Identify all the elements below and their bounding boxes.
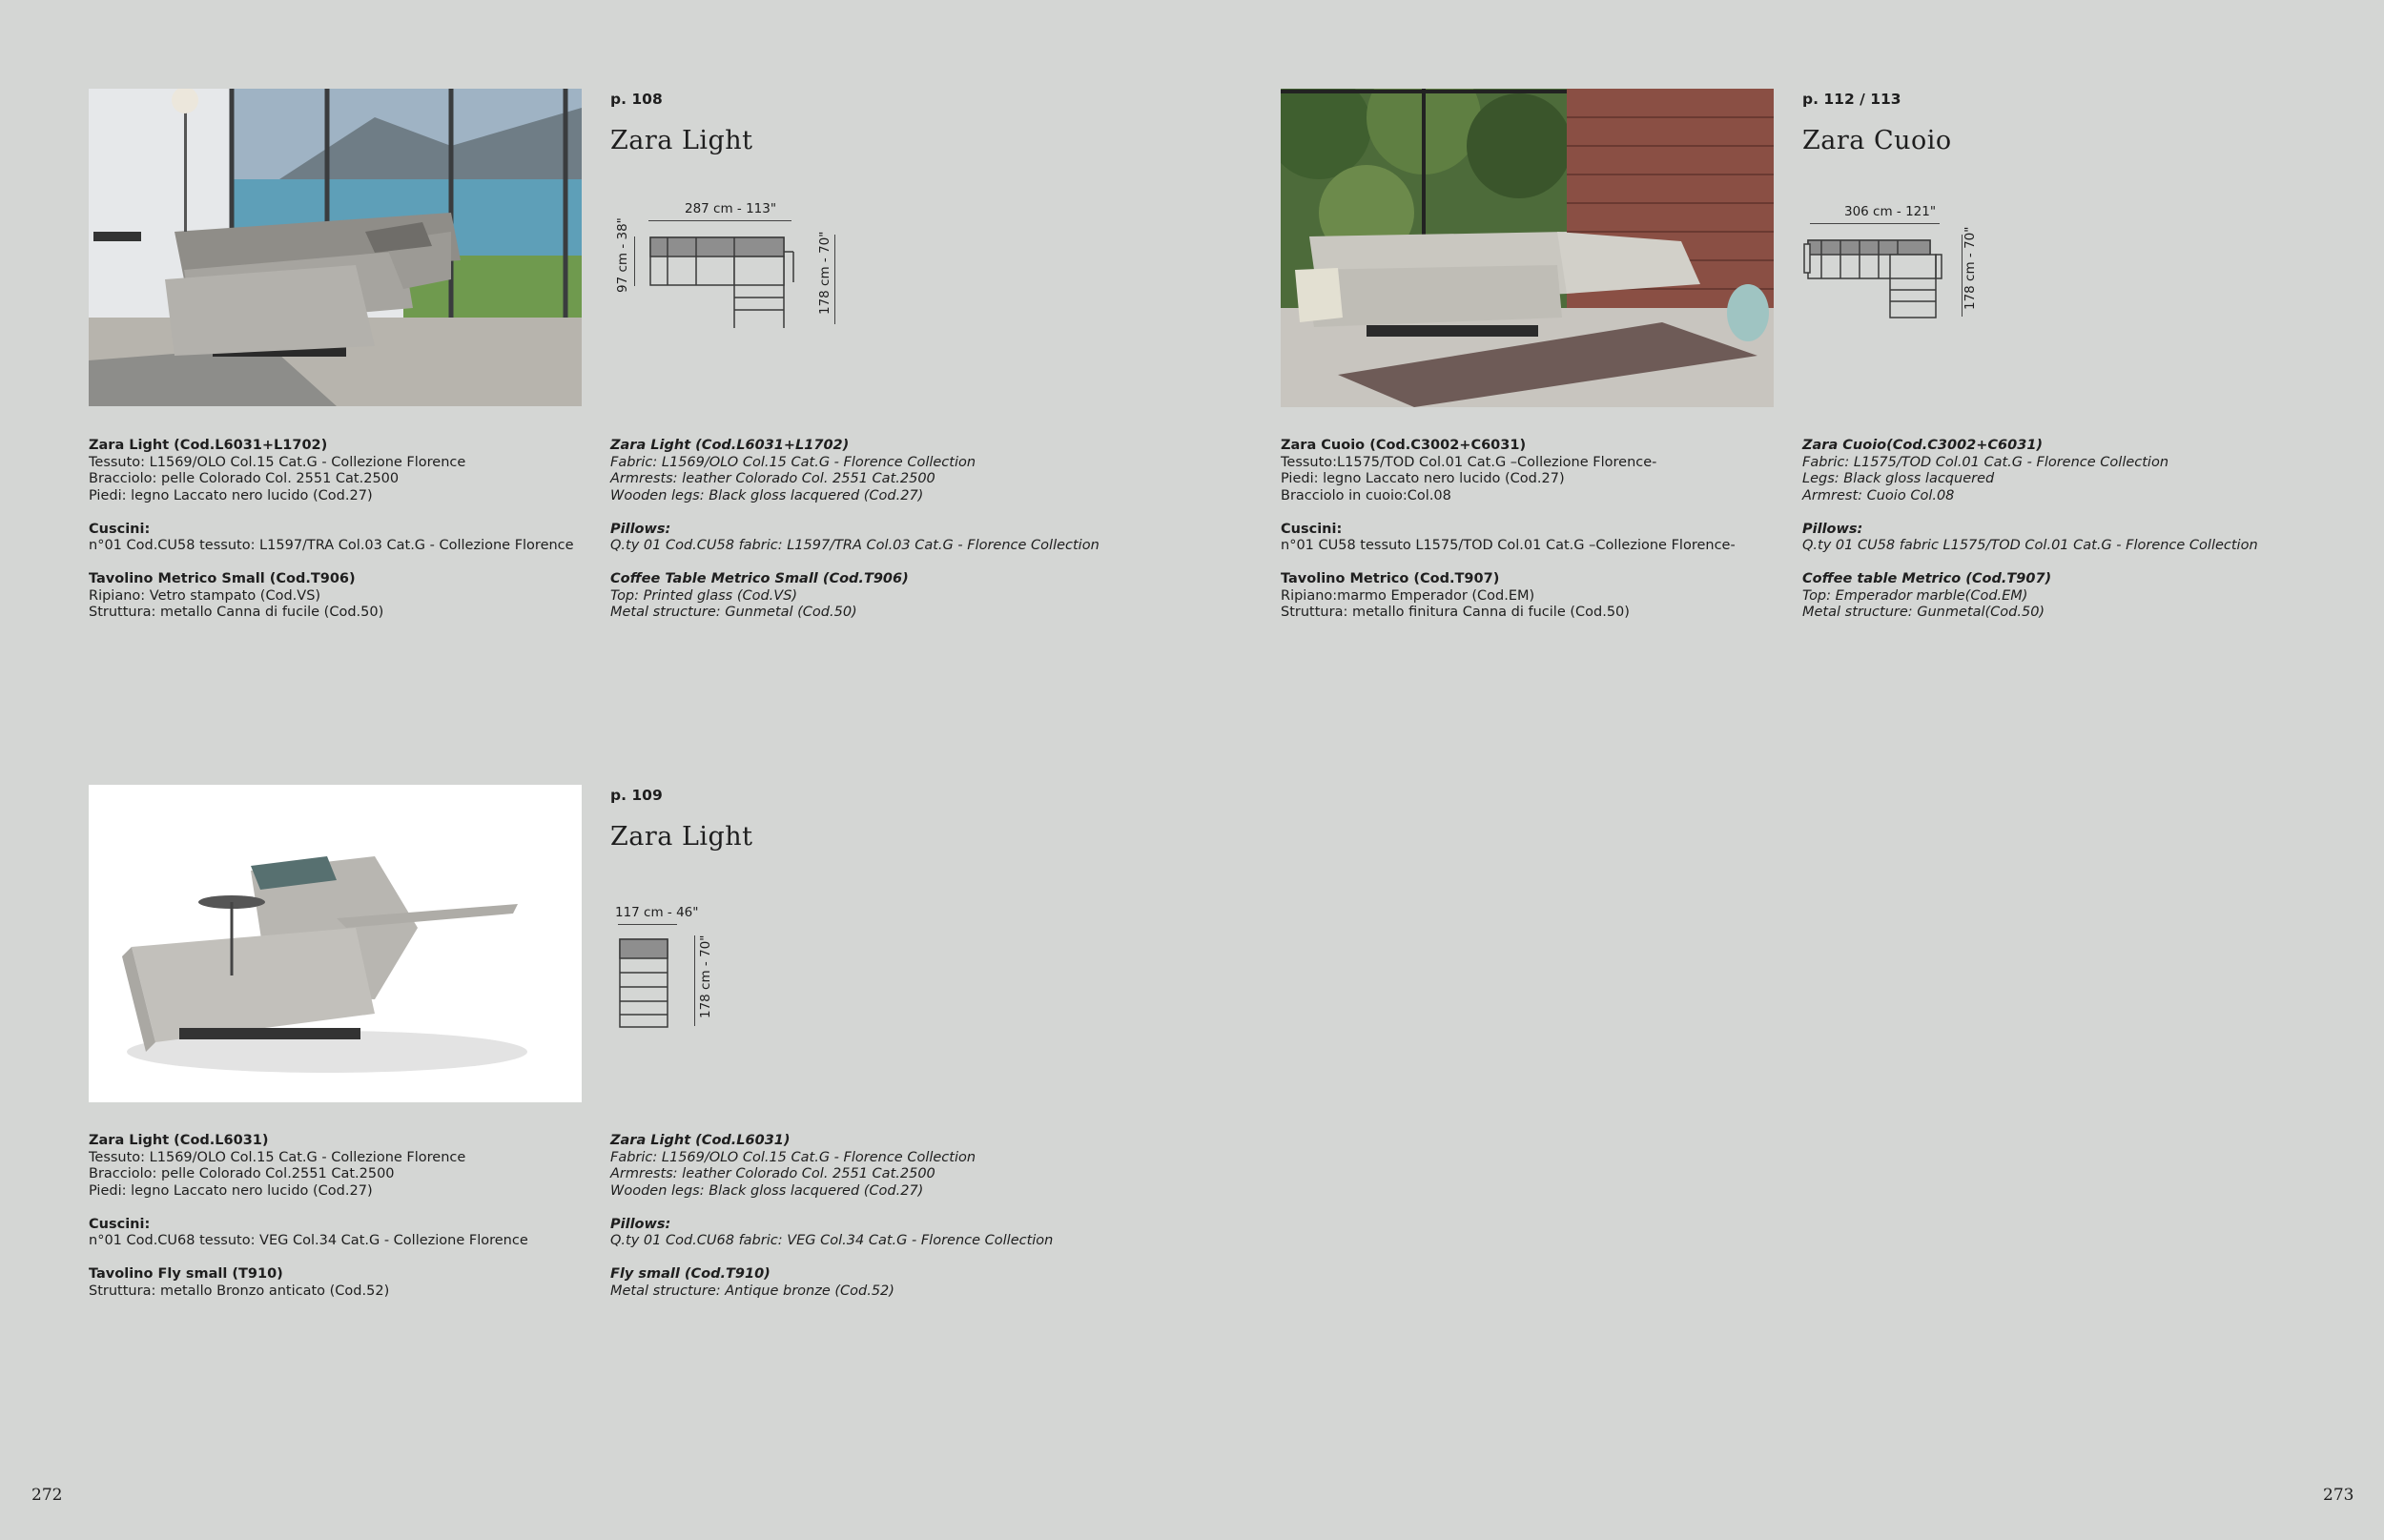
dimension-height-line xyxy=(694,935,695,1026)
page-reference: p. 109 xyxy=(610,787,663,804)
cushions-heading: Cuscini: xyxy=(89,1216,151,1232)
product-title: Zara Light xyxy=(610,126,753,155)
table-line: Top: Emperador marble(Cod.EM) xyxy=(1802,587,2028,604)
dimension-width-label: 306 cm - 121" xyxy=(1844,204,1937,219)
table-line: Struttura: metallo Canna di fucile (Cod.50) xyxy=(89,605,384,620)
cushions-heading: Cuscini: xyxy=(89,521,151,537)
spec-english xyxy=(610,1133,1106,1300)
sofa-plan-diagram xyxy=(648,233,796,328)
dimension-width-line xyxy=(648,220,791,221)
cushions-heading: Cuscini: xyxy=(1281,521,1343,537)
dimension-width-label: 287 cm - 113" xyxy=(685,201,777,216)
dimension-height-line xyxy=(834,235,835,324)
spec-line: Piedi: legno Laccato nero lucido (Cod.27) xyxy=(89,1182,373,1199)
spec-name: Zara Light (Cod.L6031+L1702) xyxy=(89,438,328,453)
table-heading: Coffee table Metrico (Cod.T907) xyxy=(1802,571,2052,586)
cushions-line: Q.ty 01 Cod.CU68 fabric: VEG Col.34 Cat.G - Florence Collection xyxy=(610,1233,1054,1248)
spec-name: Zara Cuoio (Cod.C3002+C6031) xyxy=(1281,438,1527,453)
spec-name: Zara Light (Cod.L6031) xyxy=(610,1133,791,1148)
dimension-height-line xyxy=(1962,235,1963,317)
page-number-left: 272 xyxy=(31,1486,63,1505)
cushions-line: n°01 Cod.CU58 tessuto: L1597/TRA Col.03 Cat.G - Collezione Florence xyxy=(89,538,574,553)
table-line: Ripiano: Vetro stampato (Cod.VS) xyxy=(89,587,321,604)
table-line: Metal structure: Antique bronze (Cod.52) xyxy=(610,1283,894,1299)
dimension-depth-label: 97 cm - 38" xyxy=(615,217,630,293)
spec-line: Armrests: leather Colorado Col. 2551 Cat.2500 xyxy=(610,1166,935,1181)
dimension-width-label: 117 cm - 46" xyxy=(615,905,699,920)
spec-line: Bracciolo: pelle Colorado Col. 2551 Cat.2500 xyxy=(89,471,400,486)
table-heading: Coffee Table Metrico Small (Cod.T906) xyxy=(610,571,909,586)
spec-line: Piedi: legno Laccato nero lucido (Cod.27) xyxy=(1281,471,1565,486)
product-photo-zara-light-living-room xyxy=(89,89,582,406)
spec-line: Legs: Black gloss lacquered xyxy=(1802,471,1995,486)
table-line: Top: Printed glass (Cod.VS) xyxy=(610,587,798,604)
spec-line: Tessuto: L1569/OLO Col.15 Cat.G - Collezione Florence xyxy=(89,454,466,470)
dimension-width-line xyxy=(1810,223,1940,224)
spec-name: Zara Cuoio(Cod.C3002+C6031) xyxy=(1802,438,2044,453)
spec-line: Armrests: leather Colorado Col. 2551 Cat.2500 xyxy=(610,471,935,486)
spec-line: Bracciolo in cuoio:Col.08 xyxy=(1281,487,1451,503)
dimension-height-label: 178 cm - 70" xyxy=(817,231,832,315)
spec-line: Fabric: L1575/TOD Col.01 Cat.G - Florence Collection xyxy=(1802,454,2169,470)
spec-name: Zara Light (Cod.L6031+L1702) xyxy=(610,438,850,453)
product-photo-zara-cuoio-living-room xyxy=(1281,89,1774,407)
spec-italian xyxy=(1281,438,1777,622)
cushions-heading: Pillows: xyxy=(610,521,671,537)
table-line: Ripiano:marmo Emperador (Cod.EM) xyxy=(1281,587,1535,604)
spec-line: Bracciolo: pelle Colorado Col.2551 Cat.2500 xyxy=(89,1166,395,1181)
spec-name: Zara Light (Cod.L6031) xyxy=(89,1133,269,1148)
spec-line: Tessuto: L1569/OLO Col.15 Cat.G - Collezione Florence xyxy=(89,1149,466,1165)
table-heading: Tavolino Fly small (T910) xyxy=(89,1266,283,1282)
spec-italian xyxy=(89,1133,585,1300)
dimension-height-label: 178 cm - 70" xyxy=(1963,226,1978,310)
spec-line: Piedi: legno Laccato nero lucido (Cod.27) xyxy=(89,487,373,503)
spec-line: Fabric: L1569/OLO Col.15 Cat.G - Florence Collection xyxy=(610,1149,976,1165)
product-title: Zara Cuoio xyxy=(1802,126,1952,155)
cushions-heading: Pillows: xyxy=(610,1216,671,1232)
page-number-right: 273 xyxy=(2323,1486,2354,1505)
dimension-depth-line xyxy=(634,236,635,286)
dimension-height-label: 178 cm - 70" xyxy=(698,934,713,1018)
chaise-plan-diagram xyxy=(615,934,672,1030)
dimension-width-line xyxy=(618,924,677,925)
table-line: Metal structure: Gunmetal (Cod.50) xyxy=(610,605,857,620)
table-line: Metal structure: Gunmetal(Cod.50) xyxy=(1802,605,2045,620)
sofa-plan-diagram xyxy=(1802,235,1945,320)
spec-line: Wooden legs: Black gloss lacquered (Cod.27) xyxy=(610,487,924,503)
cushions-line: n°01 CU58 tessuto L1575/TOD Col.01 Cat.G –Collezione Florence- xyxy=(1281,538,1736,553)
table-line: Struttura: metallo Bronzo anticato (Cod.52) xyxy=(89,1283,390,1299)
spec-line: Wooden legs: Black gloss lacquered (Cod.27) xyxy=(610,1182,924,1199)
spec-line: Tessuto:L1575/TOD Col.01 Cat.G –Collezione Florence- xyxy=(1281,454,1657,470)
table-heading: Fly small (Cod.T910) xyxy=(610,1266,771,1282)
product-title: Zara Light xyxy=(610,822,753,852)
product-photo-zara-light-chaise xyxy=(89,785,582,1102)
page-reference: p. 108 xyxy=(610,91,663,108)
spec-line: Armrest: Cuoio Col.08 xyxy=(1802,487,1955,503)
spec-line: Fabric: L1569/OLO Col.15 Cat.G - Florence Collection xyxy=(610,454,976,470)
table-heading: Tavolino Metrico (Cod.T907) xyxy=(1281,571,1500,586)
page-reference: p. 112 / 113 xyxy=(1802,91,1901,108)
cushions-line: n°01 Cod.CU68 tessuto: VEG Col.34 Cat.G - Collezione Florence xyxy=(89,1233,528,1248)
cushions-line: Q.ty 01 CU58 fabric L1575/TOD Col.01 Cat.G - Florence Collection xyxy=(1802,538,2258,553)
spec-italian xyxy=(89,438,585,622)
table-line: Struttura: metallo finitura Canna di fucile (Cod.50) xyxy=(1281,605,1630,620)
cushions-heading: Pillows: xyxy=(1802,521,1863,537)
spec-english xyxy=(610,438,1106,622)
spec-english xyxy=(1802,438,2298,622)
table-heading: Tavolino Metrico Small (Cod.T906) xyxy=(89,571,356,586)
cushions-line: Q.ty 01 Cod.CU58 fabric: L1597/TRA Col.03 Cat.G - Florence Collection xyxy=(610,538,1100,553)
